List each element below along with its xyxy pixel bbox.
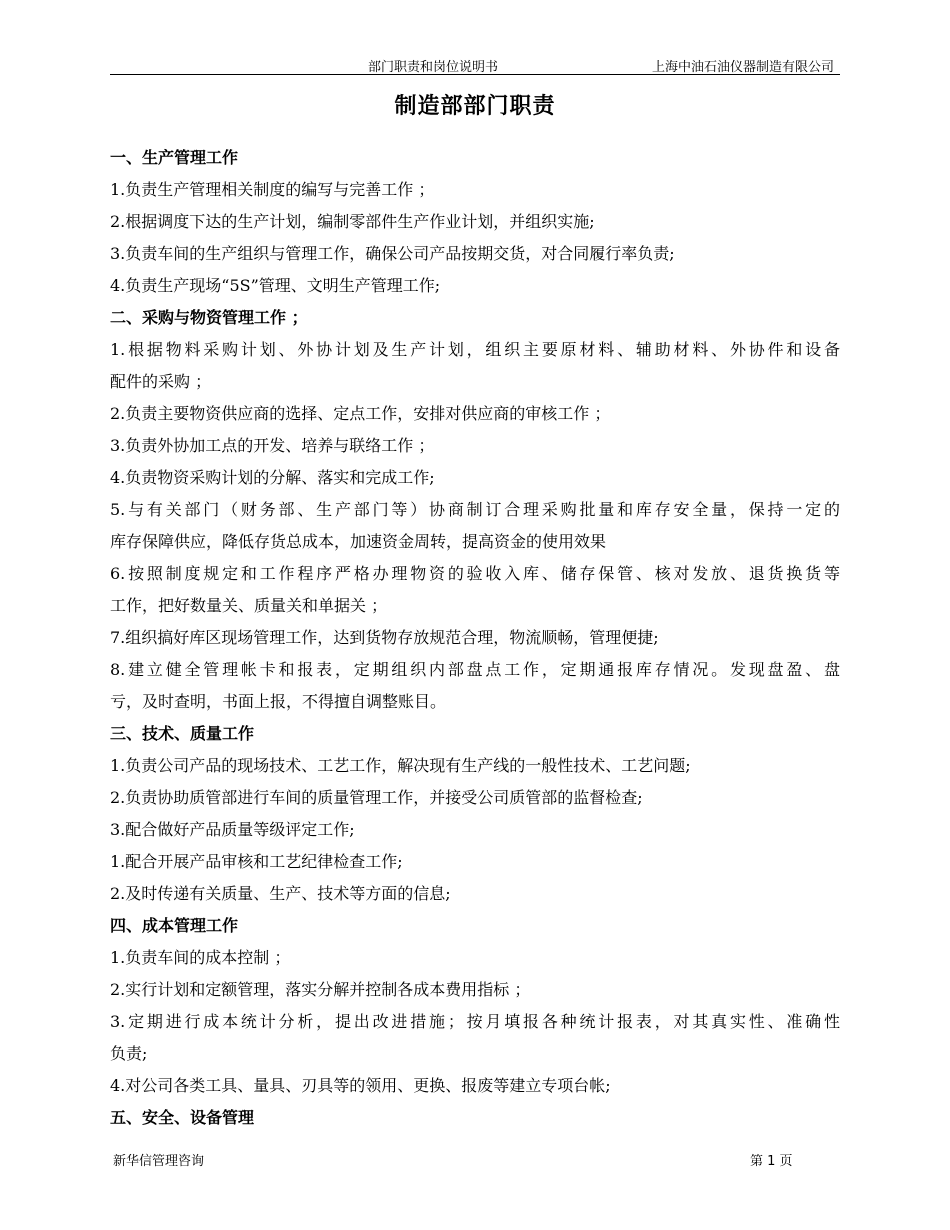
paragraph-line: 3.配合做好产品质量等级评定工作;	[110, 820, 355, 839]
section-heading: 一、生产管理工作	[110, 148, 239, 167]
paragraph-line: 配件的采购 ；	[110, 372, 212, 391]
paragraph-line: 4.对公司各类工具、量具、刃具等的领用、更换、报废等建立专项台帐;	[110, 1076, 611, 1095]
paragraph-line: 2.实行计划和定额管理，落实分解并控制各成本费用指标 ；	[110, 980, 531, 999]
paragraph-line: 2.及时传递有关质量、生产、技术等方面的信息;	[110, 884, 451, 903]
paragraph-line: 3.定期进行成本统计分析，提出改进措施；按月填报各种统计报表，对其真实性、准确性	[110, 1012, 840, 1031]
paragraph-line: 1.配合开展产品审核和工艺纪律检查工作;	[110, 852, 403, 871]
paragraph-line: 工作，把好数量关、质量关和单据关 ；	[110, 596, 388, 615]
paragraph-line: 6.按照制度规定和工作程序严格办理物资的验收入库、储存保管、核对发放、退货换货等	[110, 564, 840, 583]
paragraph-line: 1.根据物料采购计划、外协计划及生产计划，组织主要原材料、辅助材料、外协件和设备	[110, 340, 840, 359]
paragraph-line: 8.建立健全管理帐卡和报表，定期组织内部盘点工作，定期通报库存情况。发现盘盈、盘	[110, 660, 840, 679]
section-heading: 三、技术、质量工作	[110, 724, 255, 743]
paragraph-line: 5.与有关部门（财务部、生产部门等）协商制订合理采购批量和库存安全量，保持一定的	[110, 500, 840, 519]
paragraph-line: 2.根据调度下达的生产计划，编制零部件生产作业计划，并组织实施;	[110, 212, 595, 231]
section-heading: 五、安全、设备管理	[110, 1108, 255, 1127]
page-footer	[110, 1150, 810, 1170]
paragraph-line: 3.负责外协加工点的开发、培养与联络工作 ；	[110, 436, 435, 455]
paragraph-line: 4.负责物资采购计划的分解、落实和完成工作;	[110, 468, 435, 487]
paragraph-line: 负责;	[110, 1044, 148, 1063]
section-heading: 四、成本管理工作	[110, 916, 239, 935]
footer-consultancy: 新华信管理咨询	[113, 1154, 205, 1169]
document-body	[110, 142, 840, 1134]
paragraph-line: 2.负责主要物资供应商的选择、定点工作，安排对供应商的审核工作 ；	[110, 404, 611, 423]
paragraph-line: 3.负责车间的生产组织与管理工作，确保公司产品按期交货，对合同履行率负责;	[110, 244, 675, 263]
paragraph-line: 库存保障供应，降低存货总成本，加速资金周转，提高资金的使用效果	[110, 532, 607, 551]
header-doc-name: 部门职责和岗位说明书	[368, 60, 499, 75]
page-number: 第 1 页	[750, 1154, 793, 1169]
paragraph-line: 亏，及时查明，书面上报，不得擅自调整账目。	[110, 692, 447, 711]
paragraph-line: 1.负责生产管理相关制度的编写与完善工作 ；	[110, 180, 435, 199]
paragraph-line: 1.负责车间的成本控制 ；	[110, 948, 291, 967]
paragraph-line: 7.组织搞好库区现场管理工作，达到货物存放规范合理，物流顺畅，管理便捷;	[110, 628, 659, 647]
page-title: 制造部部门职责	[394, 94, 556, 119]
page-header	[110, 54, 840, 75]
paragraph-line: 2.负责协助质管部进行车间的质量管理工作，并接受公司质管部的监督检查;	[110, 788, 643, 807]
paragraph-line: 4.负责生产现场“5S”管理、文明生产管理工作;	[110, 276, 441, 295]
header-company-name: 上海中油石油仪器制造有限公司	[651, 60, 834, 75]
paragraph-line: 1.负责公司产品的现场技术、工艺工作，解决现有生产线的一般性技术、工艺问题;	[110, 756, 691, 775]
section-heading: 二、采购与物资管理工作 ；	[110, 308, 308, 327]
